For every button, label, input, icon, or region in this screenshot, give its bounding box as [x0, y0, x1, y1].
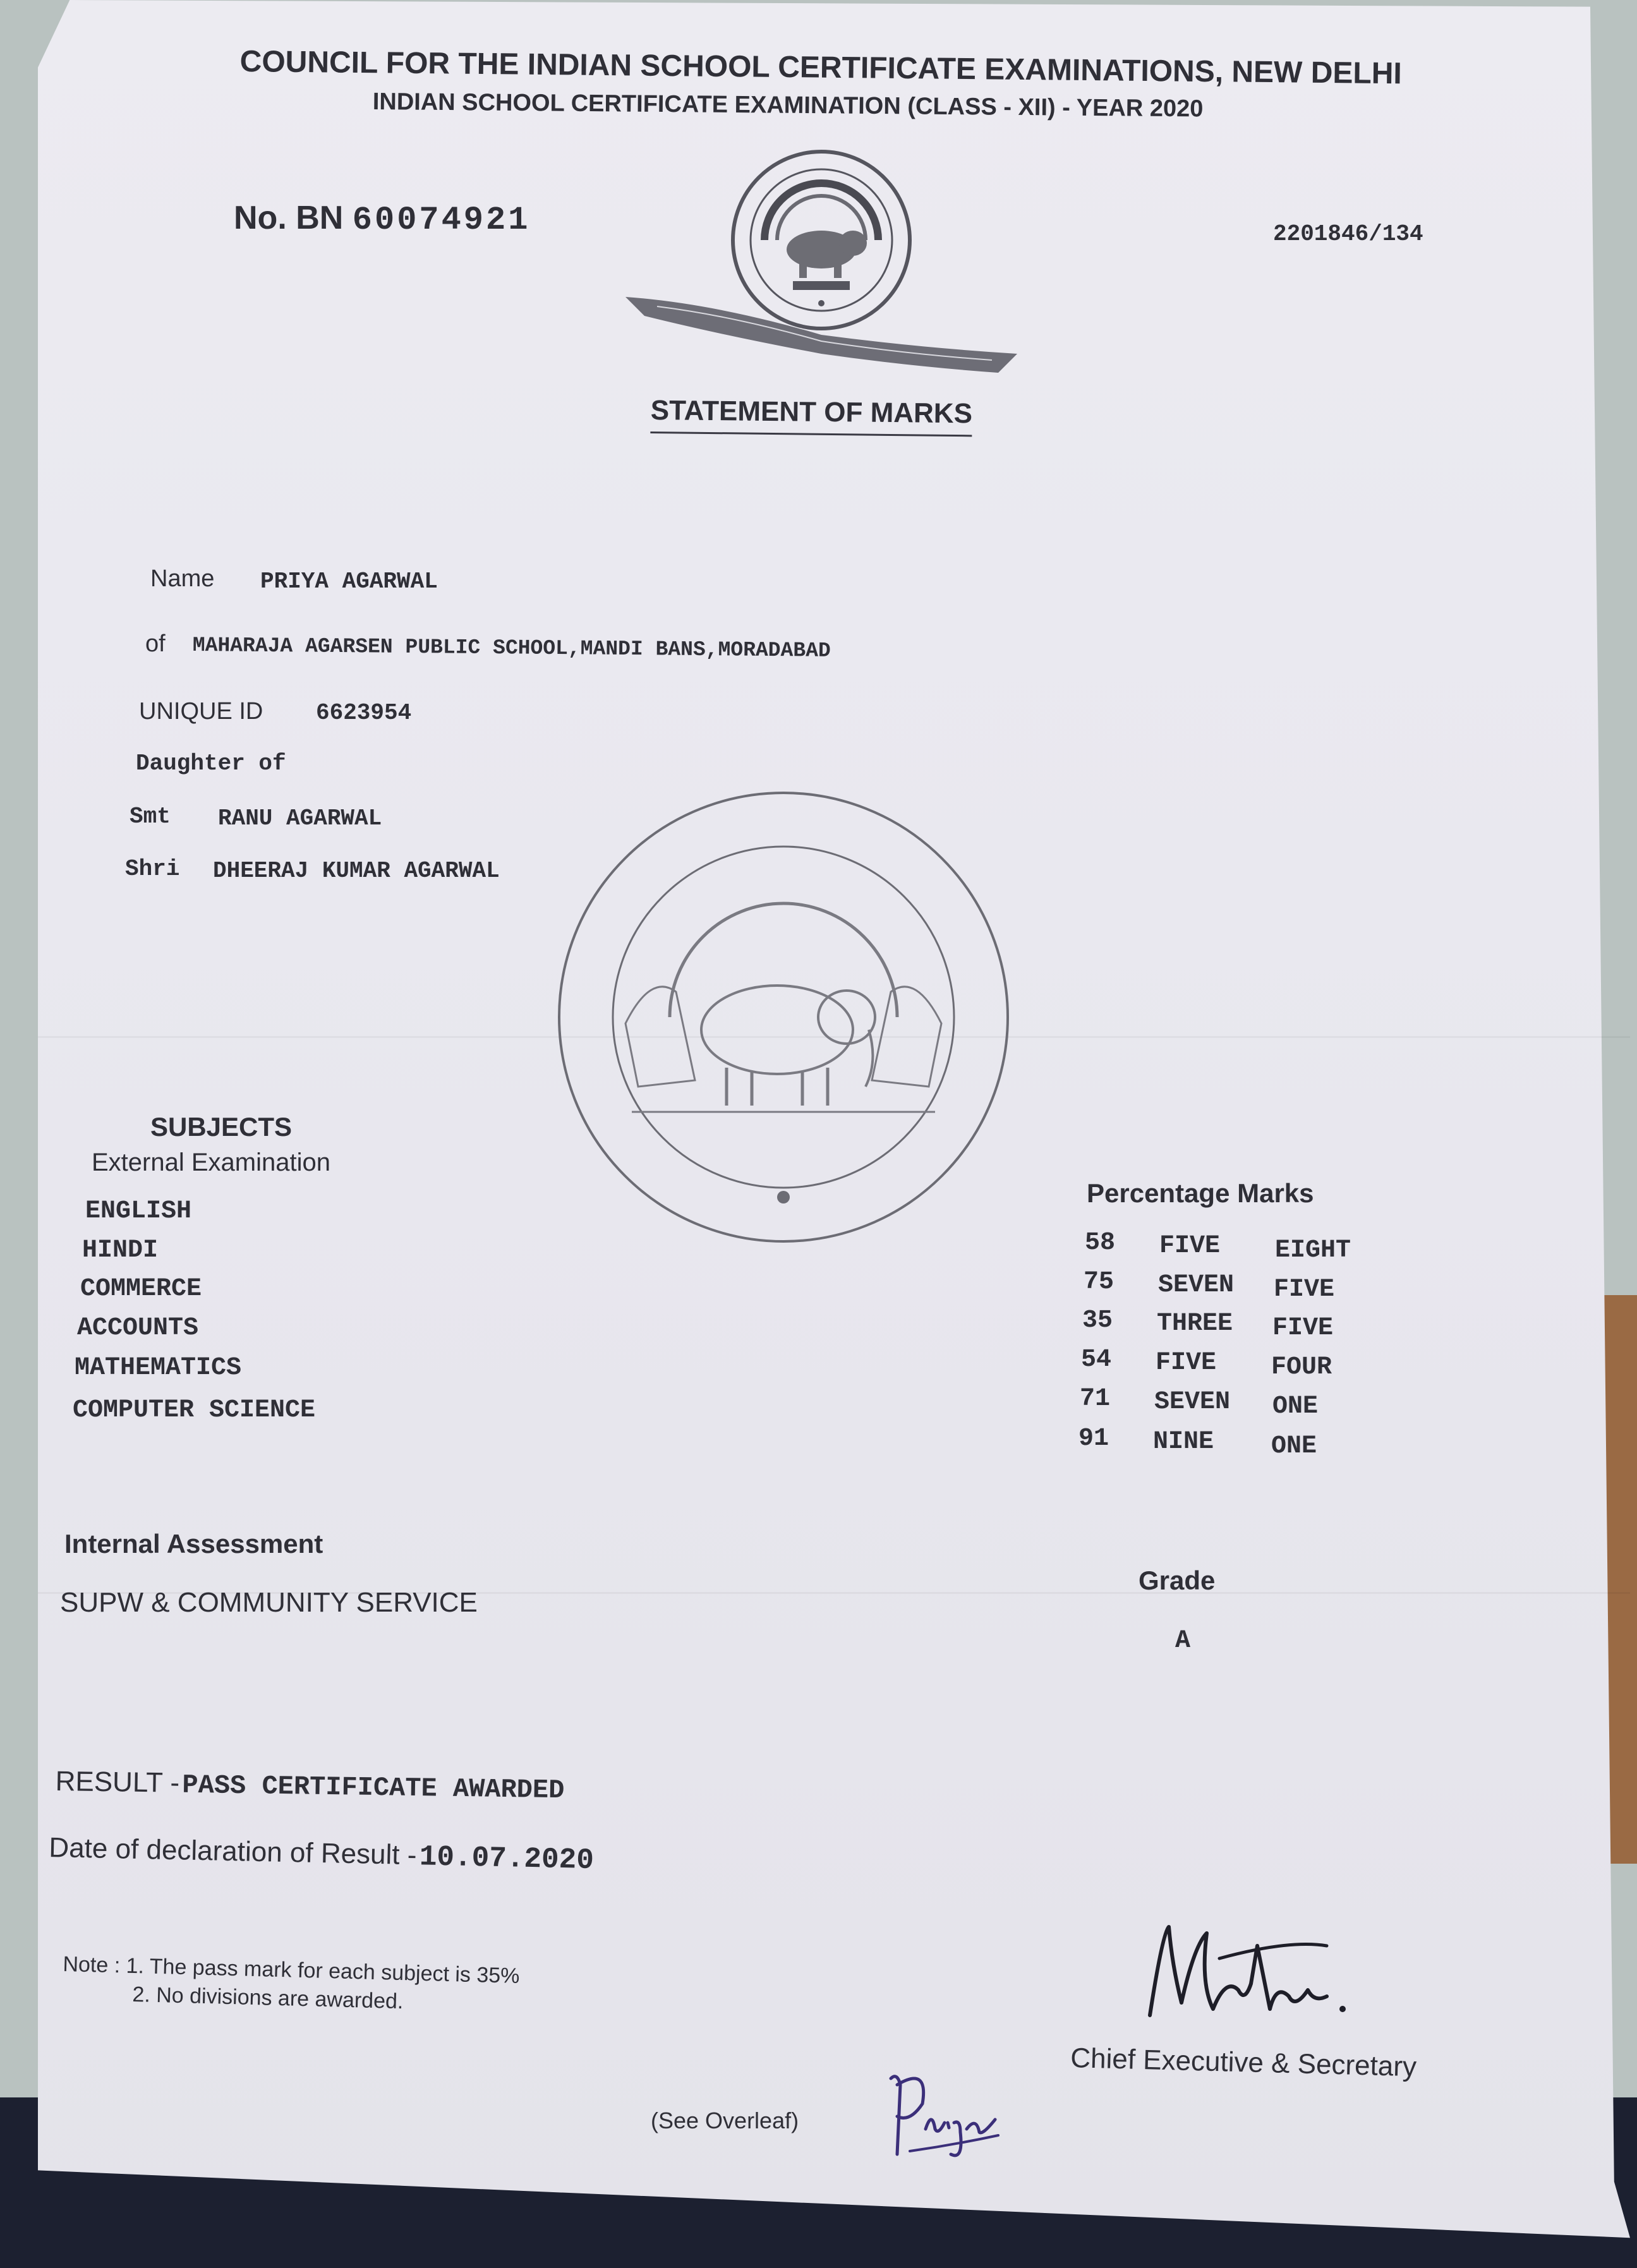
cert-no-label: No. BN [234, 200, 344, 236]
subject-name: MATHEMATICS [75, 1354, 242, 1382]
marks-in-words: NINE [1153, 1428, 1214, 1456]
name-label: Name [150, 565, 215, 592]
document-title: STATEMENT OF MARKS [650, 395, 972, 437]
official-signature [1125, 1908, 1365, 2034]
subject-marks: 75 [1084, 1268, 1114, 1296]
percentage-marks-heading: Percentage Marks [1087, 1178, 1314, 1208]
signatory-title: Chief Executive & Secretary [1070, 2042, 1417, 2083]
relation-label: Daughter of [136, 751, 286, 776]
council-heading: COUNCIL FOR THE INDIAN SCHOOL CERTIFICATE EXAMINATIONS, NEW DELHI [239, 44, 1403, 91]
marks-in-words: SEVEN [1158, 1271, 1235, 1300]
certificate-number [234, 199, 530, 239]
subject-name: HINDI [82, 1236, 159, 1265]
subject-marks: 91 [1078, 1425, 1109, 1453]
marks-in-words: FIVE [1274, 1276, 1335, 1304]
cert-no-value: 60074921 [352, 202, 531, 239]
subject-marks: 58 [1085, 1229, 1116, 1257]
subjects-heading: SUBJECTS [150, 1112, 293, 1142]
unique-id-label: UNIQUE ID [139, 698, 263, 725]
subject-name: COMMERCE [80, 1275, 202, 1303]
marks-in-words: FIVE [1156, 1349, 1217, 1377]
note-text: 1. The pass mark for each subject is 35% [126, 1953, 520, 1988]
marks-in-words: ONE [1271, 1432, 1317, 1461]
grade-value: A [1175, 1627, 1191, 1655]
marks-in-words: ONE [1272, 1392, 1319, 1421]
note-line-2: 2. No divisions are awarded. [132, 1982, 404, 2014]
marks-in-words: FIVE [1159, 1232, 1221, 1260]
external-exam-heading: External Examination [92, 1149, 330, 1176]
see-overleaf-note: (See Overleaf) [651, 2108, 799, 2133]
declaration-label: Date of declaration of Result - [48, 1832, 417, 1871]
subject-name: ACCOUNTS [77, 1314, 199, 1342]
subject-name: COMPUTER SCIENCE [73, 1396, 316, 1425]
result-value: PASS CERTIFICATE AWARDED [182, 1770, 565, 1806]
marks-in-words: FIVE [1272, 1314, 1334, 1342]
marks-in-words: EIGHT [1275, 1236, 1351, 1265]
unique-id: 6623954 [316, 700, 412, 726]
mother-name: RANU AGARWAL [218, 805, 382, 831]
internal-assessment-heading: Internal Assessment [64, 1529, 323, 1559]
mother-prefix: Smt [130, 804, 171, 829]
school-name: MAHARAJA AGARSEN PUBLIC SCHOOL,MANDI BANS,MORADABAD [192, 634, 831, 663]
father-prefix: Shri [125, 856, 180, 882]
note-prefix: Note : [63, 1952, 121, 1978]
exam-heading: INDIAN SCHOOL CERTIFICATE EXAMINATION (CLASS - XII) - YEAR 2020 [372, 88, 1204, 123]
marks-in-words: FOUR [1271, 1353, 1332, 1382]
council-seal [550, 783, 1017, 1251]
subject-name: ENGLISH [85, 1197, 192, 1226]
candidate-name: PRIYA AGARWAL [260, 569, 438, 594]
grade-heading: Grade [1139, 1565, 1216, 1595]
marks-in-words: SEVEN [1154, 1388, 1231, 1416]
reference-number: 2201846/134 [1273, 221, 1423, 247]
candidate-signature [872, 2060, 1005, 2167]
father-name: DHEERAJ KUMAR AGARWAL [213, 858, 500, 884]
subject-marks: 71 [1080, 1385, 1111, 1413]
subject-marks: 54 [1081, 1346, 1112, 1374]
result-label: RESULT - [55, 1766, 180, 1799]
marks-in-words: THREE [1157, 1310, 1233, 1338]
subject-marks: 35 [1082, 1306, 1113, 1335]
council-logo [619, 145, 1024, 379]
of-label: of [145, 630, 166, 657]
internal-subject: SUPW & COMMUNITY SERVICE [60, 1587, 478, 1618]
declaration-date: 10.07.2020 [419, 1840, 595, 1878]
